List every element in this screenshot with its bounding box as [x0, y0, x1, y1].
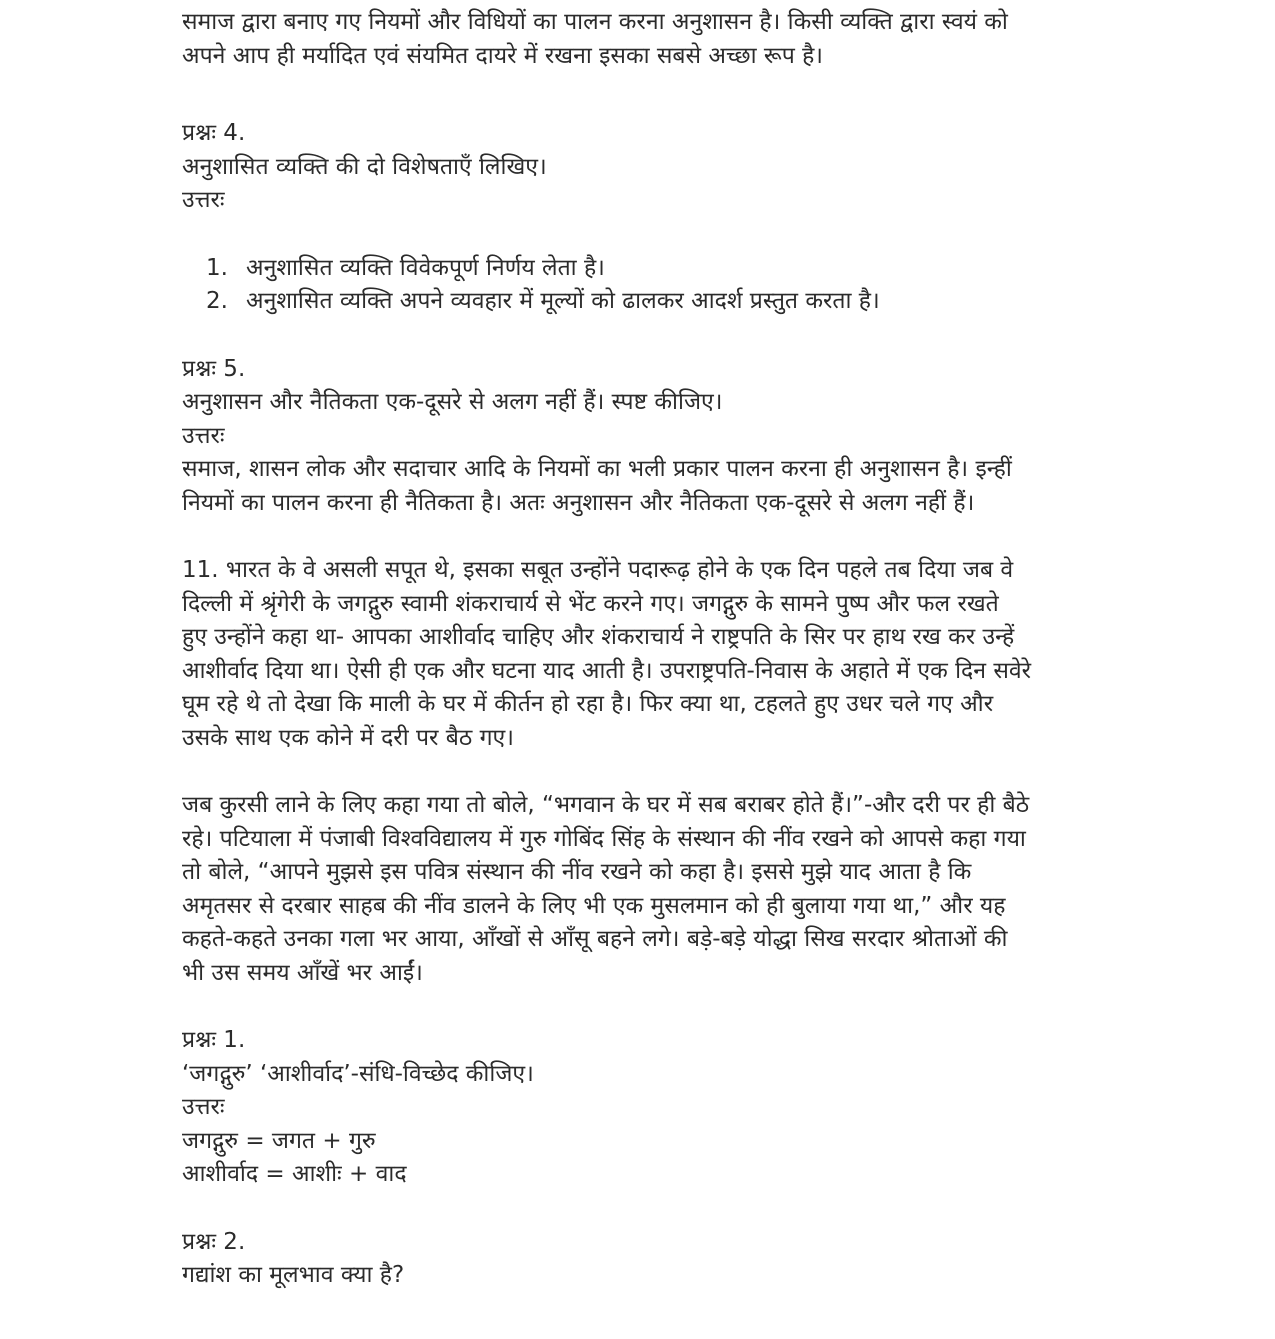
question-text: गद्यांश का मूलभाव क्या है? — [182, 1262, 405, 1288]
text-line: दिल्ली में श्रृंगेरी के जगद्गुरु स्वामी शंकराचार्य से भेंट करने गए। जगद्गुरु के सामने पुष्प और फल रखते — [182, 590, 999, 617]
text-line: 11. भारत के वे असली सपूत थे, इसका सबूत उन्होंने पदारूढ़ होने के एक दिन पहले तब दिया जब वे — [182, 557, 1014, 583]
answer-text: समाज, शासन लोक और सदाचार आदि के नियमों का भली प्रकार पालन करना ही अनुशासन है। इन्हीं — [182, 456, 1012, 482]
list-number: 1. — [206, 254, 228, 281]
question-label: प्रश्नः 1. — [182, 1027, 246, 1053]
list-item — [182, 285, 1172, 319]
intro-paragraph — [182, 6, 1172, 73]
question-label: प्रश्नः 5. — [182, 355, 246, 382]
answer-list — [182, 252, 1172, 319]
question-5 — [182, 353, 1172, 521]
question-text: अनुशासन और नैतिकता एक-दूसरे से अलग नहीं हैं। स्पष्ट कीजिए। — [182, 389, 723, 415]
question-4 — [182, 117, 1172, 319]
question-2 — [182, 1226, 1172, 1293]
list-item-text: अनुशासित व्यक्ति अपने व्यवहार में मूल्यों को ढालकर आदर्श प्रस्तुत करता है। — [246, 288, 880, 314]
question-label: प्रश्नः 4. — [182, 120, 246, 146]
passage-paragraph — [182, 789, 1172, 990]
question-1 — [182, 1024, 1172, 1192]
text-line: हुए उन्होंने कहा था- आपका आशीर्वाद चाहिए और शंकराचार्य ने राष्ट्रपति के सिर पर हाथ रख कर उन्हें — [182, 624, 1015, 650]
answer-text: नियमों का पालन करना ही नैतिकता है। अतः अनुशासन और नैतिकता एक-दूसरे से अलग नहीं हैं। — [182, 489, 975, 516]
text-line: समाज द्वारा बनाए गए नियमों और विधियों का पालन करना अनुशासन है। किसी व्यक्ति द्वारा स्वयं को — [182, 9, 1008, 35]
text-line: जब कुरसी लाने के लिए कहा गया तो बोले, “भगवान के घर में सब बराबर होते हैं।”-और दरी पर ही बैठे — [182, 792, 1030, 818]
answer-text: जगद्गुरु = जगत + गुरु — [182, 1127, 376, 1154]
answer-label: उत्तरः — [182, 422, 225, 449]
document-page — [182, 6, 1172, 1293]
text-line: भी उस समय आँखें भर आईं। — [182, 959, 423, 986]
passage-paragraph — [182, 554, 1172, 755]
text-line: अपने आप ही मर्यादित एवं संयमित दायरे में रखना इसका सबसे अच्छा रूप है। — [182, 42, 824, 69]
question-text: अनुशासित व्यक्ति की दो विशेषताएँ लिखिए। — [182, 153, 547, 180]
answer-label: उत्तरः — [182, 1094, 225, 1120]
question-label: प्रश्नः 2. — [182, 1228, 246, 1255]
text-line: कहते-कहते उनका गला भर आया, आँखों से आँसू बहने लगे। बड़े-बड़े योद्धा सिख सरदार श्रोताओं की — [182, 926, 1008, 952]
text-line: उसके साथ एक कोने में दरी पर बैठ गए। — [182, 724, 514, 751]
list-item-text: अनुशासित व्यक्ति विवेकपूर्ण निर्णय लेता है। — [246, 254, 605, 281]
text-line: रहे। पटियाला में पंजाबी विश्वविद्यालय में गुरु गोबिंद सिंह के संस्थान की नींव रखने को आपसे कहा गया — [182, 825, 1026, 852]
answer-label: उत्तरः — [182, 187, 225, 213]
text-line: घूम रहे थे तो देखा कि माली के घर में कीर्तन हो रहा है। फिर क्या था, टहलते हुए उधर चले गए और — [182, 691, 994, 717]
list-item — [182, 252, 1172, 286]
text-line: अमृतसर से दरबार साहब की नींव डालने के लिए भी एक मुसलमान को ही बुलाया गया था,” और यह — [182, 892, 1006, 919]
answer-text: आशीर्वाद = आशीः + वाद — [182, 1161, 407, 1187]
question-text: ‘जगद्गुरु’ ‘आशीर्वाद’-संधि-विच्छेद कीजिए। — [182, 1060, 534, 1087]
list-number: 2. — [206, 288, 228, 314]
text-line: तो बोले, “आपने मुझसे इस पवित्र संस्थान की नींव रखने को कहा है। इससे मुझे याद आता है कि — [182, 859, 972, 885]
text-line: आशीर्वाद दिया था। ऐसी ही एक और घटना याद आती है। उपराष्ट्रपति-निवास के अहाते में एक दिन सवेरे — [182, 657, 1032, 684]
